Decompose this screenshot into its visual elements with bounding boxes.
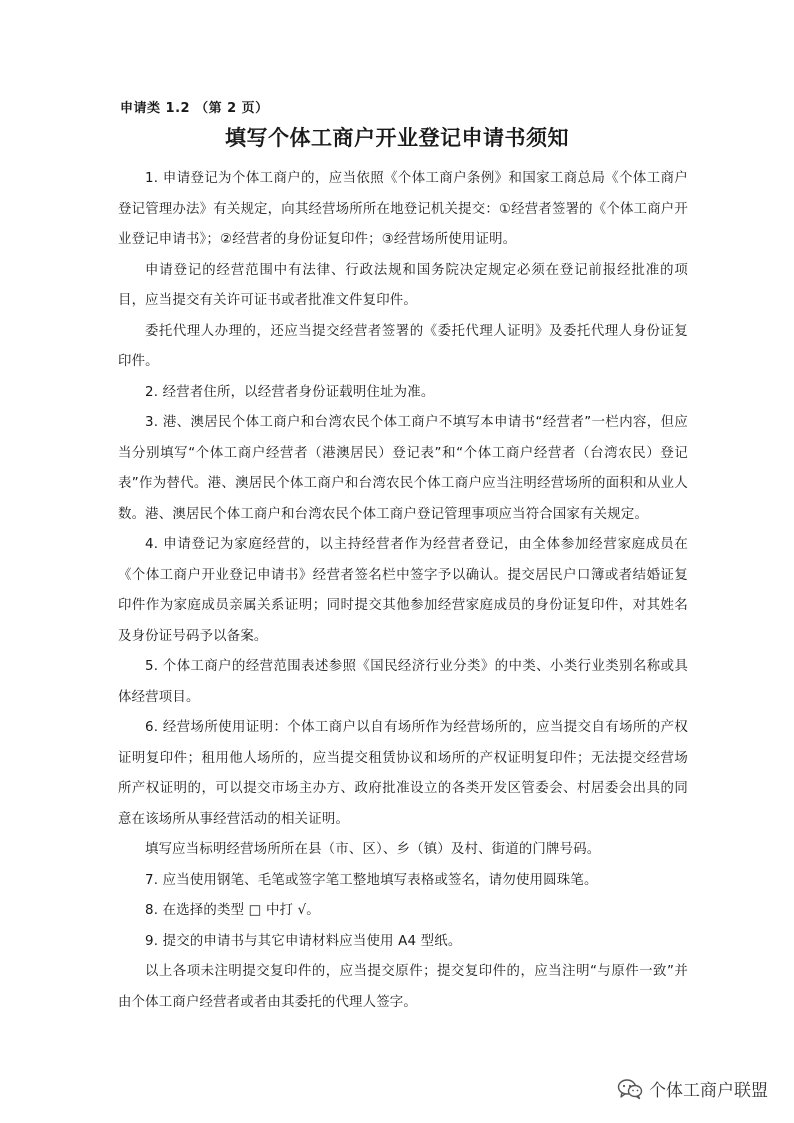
paragraph-1-agent: 委托代理人办理的，还应当提交经营者签署的《委托代理人证明》及委托代理人身份证复印件。: [118, 323, 688, 369]
paragraph-9: 9. 提交的申请书与其它申请材料应当使用 A4 型纸。: [145, 933, 462, 949]
paragraph-3: 3. 港、澳居民个体工商户和台湾农民个体工商户不填写本申请书“经营者”一栏内容，但应当分别填写“个体工商户经营者（港澳居民）登记表”和“个体工商户经营者（台湾农民）登记表”作为替代。港、澳居民个体工商户和台湾农民个体工商户应当注明经营场所的面积和从业人数。港、澳居民个体工商户和台湾农民个体工商户登记管理事项应当符合国家有关规定。: [118, 415, 688, 522]
paragraph-4: 4. 申请登记为家庭经营的，以主持经营者作为经营者登记，由全体参加经营家庭成员在《个体工商户开业登记申请书》经营者签名栏中签字予以确认。提交居民户口簿或者结婚证复印件作为家庭成员亲属关系证明；同时提交其他参加经营家庭成员的身份证复印件，对其姓名及身份证号码予以备案。: [118, 537, 688, 644]
paragraph-closing: 以上各项未注明提交复印件的，应当提交原件；提交复印件的，应当注明“与原件一致”并由个体工商户经营者或者由其委托的代理人签字。: [118, 964, 688, 1010]
paragraph-2: 2. 经营者住所，以经营者身份证载明住址为准。: [145, 384, 435, 400]
form-label: 申请类 1.2 （第 2 页）: [120, 101, 269, 116]
wechat-icon: [617, 1078, 643, 1100]
watermark: [617, 1076, 768, 1101]
page-title: 填写个体工商户开业登记申请书须知: [225, 126, 569, 150]
watermark-text: 个体工商户联盟: [649, 1081, 768, 1101]
paragraph-1: 1. 申请登记为个体工商户的，应当依照《个体工商户条例》和国家工商总局《个体工商户登记管理办法》有关规定，向其经营场所所在地登记机关提交：①经营者签署的《个体工商户开业登记申请书》；②经营者的身份证复印件；③经营场所使用证明。: [118, 171, 688, 247]
paragraph-6: 6. 经营场所使用证明：个体工商户以自有场所作为经营场所的，应当提交自有场所的产权证明复印件；租用他人场所的，应当提交租赁协议和场所的产权证明复印件；无法提交经营场所产权证明的，可以提交市场主办方、政府批准设立的各类开发区管委会、村居委会出具的同意在该场所从事经营活动的相关证明。: [118, 720, 688, 827]
paragraph-5: 5. 个体工商户的经营范围表述参照《国民经济行业分类》的中类、小类行业类别名称或具体经营项目。: [118, 659, 688, 705]
paragraph-8: 8. 在选择的类型 □ 中打 √。: [145, 903, 320, 918]
paragraph-7: 7. 应当使用钢笔、毛笔或签字笔工整地填写表格或签名，请勿使用圆珠笔。: [145, 872, 598, 888]
paragraph-6-address: 填写应当标明经营场所所在县（市、区）、乡（镇）及村、街道的门牌号码。: [145, 842, 601, 857]
instructions-body: [118, 164, 688, 1018]
paragraph-1-approval: 申请登记的经营范围中有法律、行政法规和国务院决定规定必须在登记前报经批准的项目，应当提交有关许可证书或者批准文件复印件。: [118, 262, 688, 308]
